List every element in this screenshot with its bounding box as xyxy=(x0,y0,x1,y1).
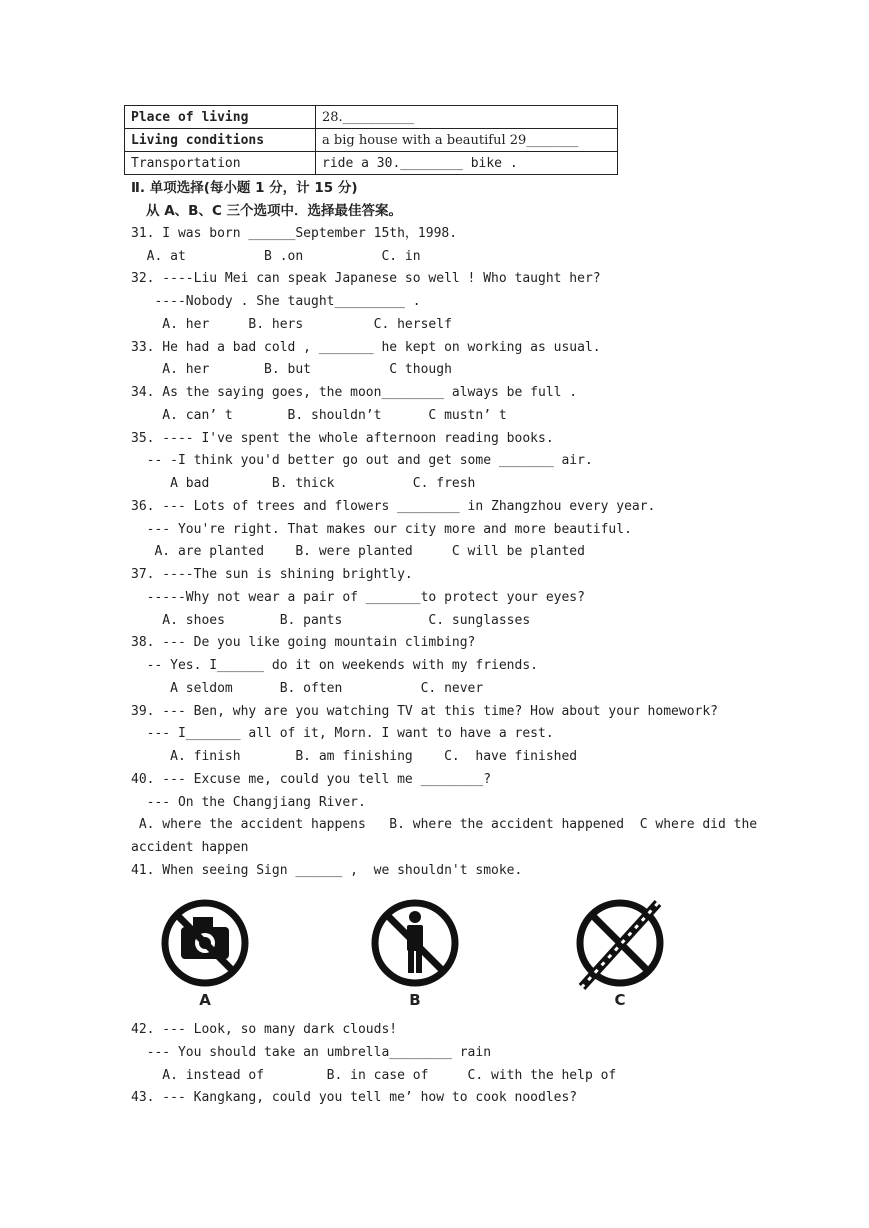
no-smoking-icon xyxy=(570,895,670,995)
question-line: --- You're right. That makes our city more and more beautiful. xyxy=(131,522,632,537)
table-row xyxy=(125,106,618,129)
options-line: A. can’ t B. shouldn’t C mustn’ t xyxy=(131,408,507,423)
sign-option-a xyxy=(155,895,255,1015)
question-line: 32. ----Liu Mei can speak Japanese so well ! Who taught her? xyxy=(131,271,601,286)
question-line: -- Yes. I______ do it on weekends with my friends. xyxy=(131,658,538,673)
question-line: 36. --- Lots of trees and flowers ________ in Zhangzhou every year. xyxy=(131,499,656,514)
options-line: A. her B. hers C. herself xyxy=(131,317,452,332)
question-line: --- You should take an umbrella________ rain xyxy=(131,1045,492,1060)
options-line: A. her B. but C though xyxy=(131,362,452,377)
info-table xyxy=(124,105,618,175)
sign-label: A xyxy=(199,991,211,1009)
question-line: 39. --- Ben, why are you watching TV at this time? How about your homework? xyxy=(131,704,718,719)
table-cell-label: Place of living xyxy=(125,106,316,129)
table-cell-label: Living conditions xyxy=(125,129,316,152)
question-line: ----Nobody . She taught_________ . xyxy=(131,294,421,309)
sign-label: B xyxy=(409,991,421,1009)
options-line: A. instead of B. in case of C. with the help of xyxy=(131,1068,617,1083)
question-line: 34. As the saying goes, the moon________ always be full . xyxy=(131,385,578,400)
table-row xyxy=(125,129,618,152)
question-line: 42. --- Look, so many dark clouds! xyxy=(131,1022,398,1037)
sign-option-b xyxy=(365,895,465,1015)
sign-label: C xyxy=(614,991,626,1009)
question-line: 38. --- De you like going mountain climbing? xyxy=(131,635,476,650)
options-line: A. are planted B. were planted C will be planted xyxy=(131,544,585,559)
sign-option-c xyxy=(570,895,670,1015)
question-line: 43. --- Kangkang, could you tell me’ how to cook noodles? xyxy=(131,1090,578,1105)
no-camera-icon xyxy=(155,895,255,995)
question-line: 37. ----The sun is shining brightly. xyxy=(131,567,413,582)
no-standing-person-icon xyxy=(365,895,465,995)
question-line: 31. I was born ______September 15th，1998. xyxy=(131,226,458,241)
options-line: accident happen xyxy=(131,840,249,855)
section-title: Ⅱ. 单项选择(每小题 1 分，计 15 分) xyxy=(131,180,358,196)
options-line: A. at B .on C. in xyxy=(131,249,421,264)
table-cell-value: ride a 30.________ bike . xyxy=(316,152,618,175)
question-line: --- On the Changjiang River. xyxy=(131,795,366,810)
section-instruction: 从 A、B、C 三个选项中．选择最佳答案。 xyxy=(146,203,403,219)
table-row xyxy=(125,152,618,175)
table-cell-label: Transportation xyxy=(125,152,316,175)
options-line: A. where the accident happens B. where the accident happened C where did the xyxy=(131,817,758,832)
options-line: A seldom B. often C. never xyxy=(131,681,484,696)
table-cell-value: 28.___________ xyxy=(316,106,618,129)
question-line: 40. --- Excuse me, could you tell me ________? xyxy=(131,772,492,787)
question-line: -- -I think you'd better go out and get some _______ air. xyxy=(131,453,593,468)
question-line: --- I_______ all of it, Morn. I want to have a rest. xyxy=(131,726,554,741)
sign-options xyxy=(155,895,675,1015)
options-line: A. shoes B. pants C. sunglasses xyxy=(131,613,531,628)
question-line: 41. When seeing Sign ______ , we shouldn't smoke. xyxy=(131,863,523,878)
question-line: -----Why not wear a pair of _______to protect your eyes? xyxy=(131,590,585,605)
options-line: A. finish B. am finishing C. have finished xyxy=(131,749,578,764)
question-line: 33. He had a bad cold , _______ he kept on working as usual. xyxy=(131,340,601,355)
question-line: 35. ---- I've spent the whole afternoon reading books. xyxy=(131,431,554,446)
table-cell-value: a big house with a beautiful 29________ xyxy=(316,129,618,152)
options-line: A bad B. thick C. fresh xyxy=(131,476,476,491)
